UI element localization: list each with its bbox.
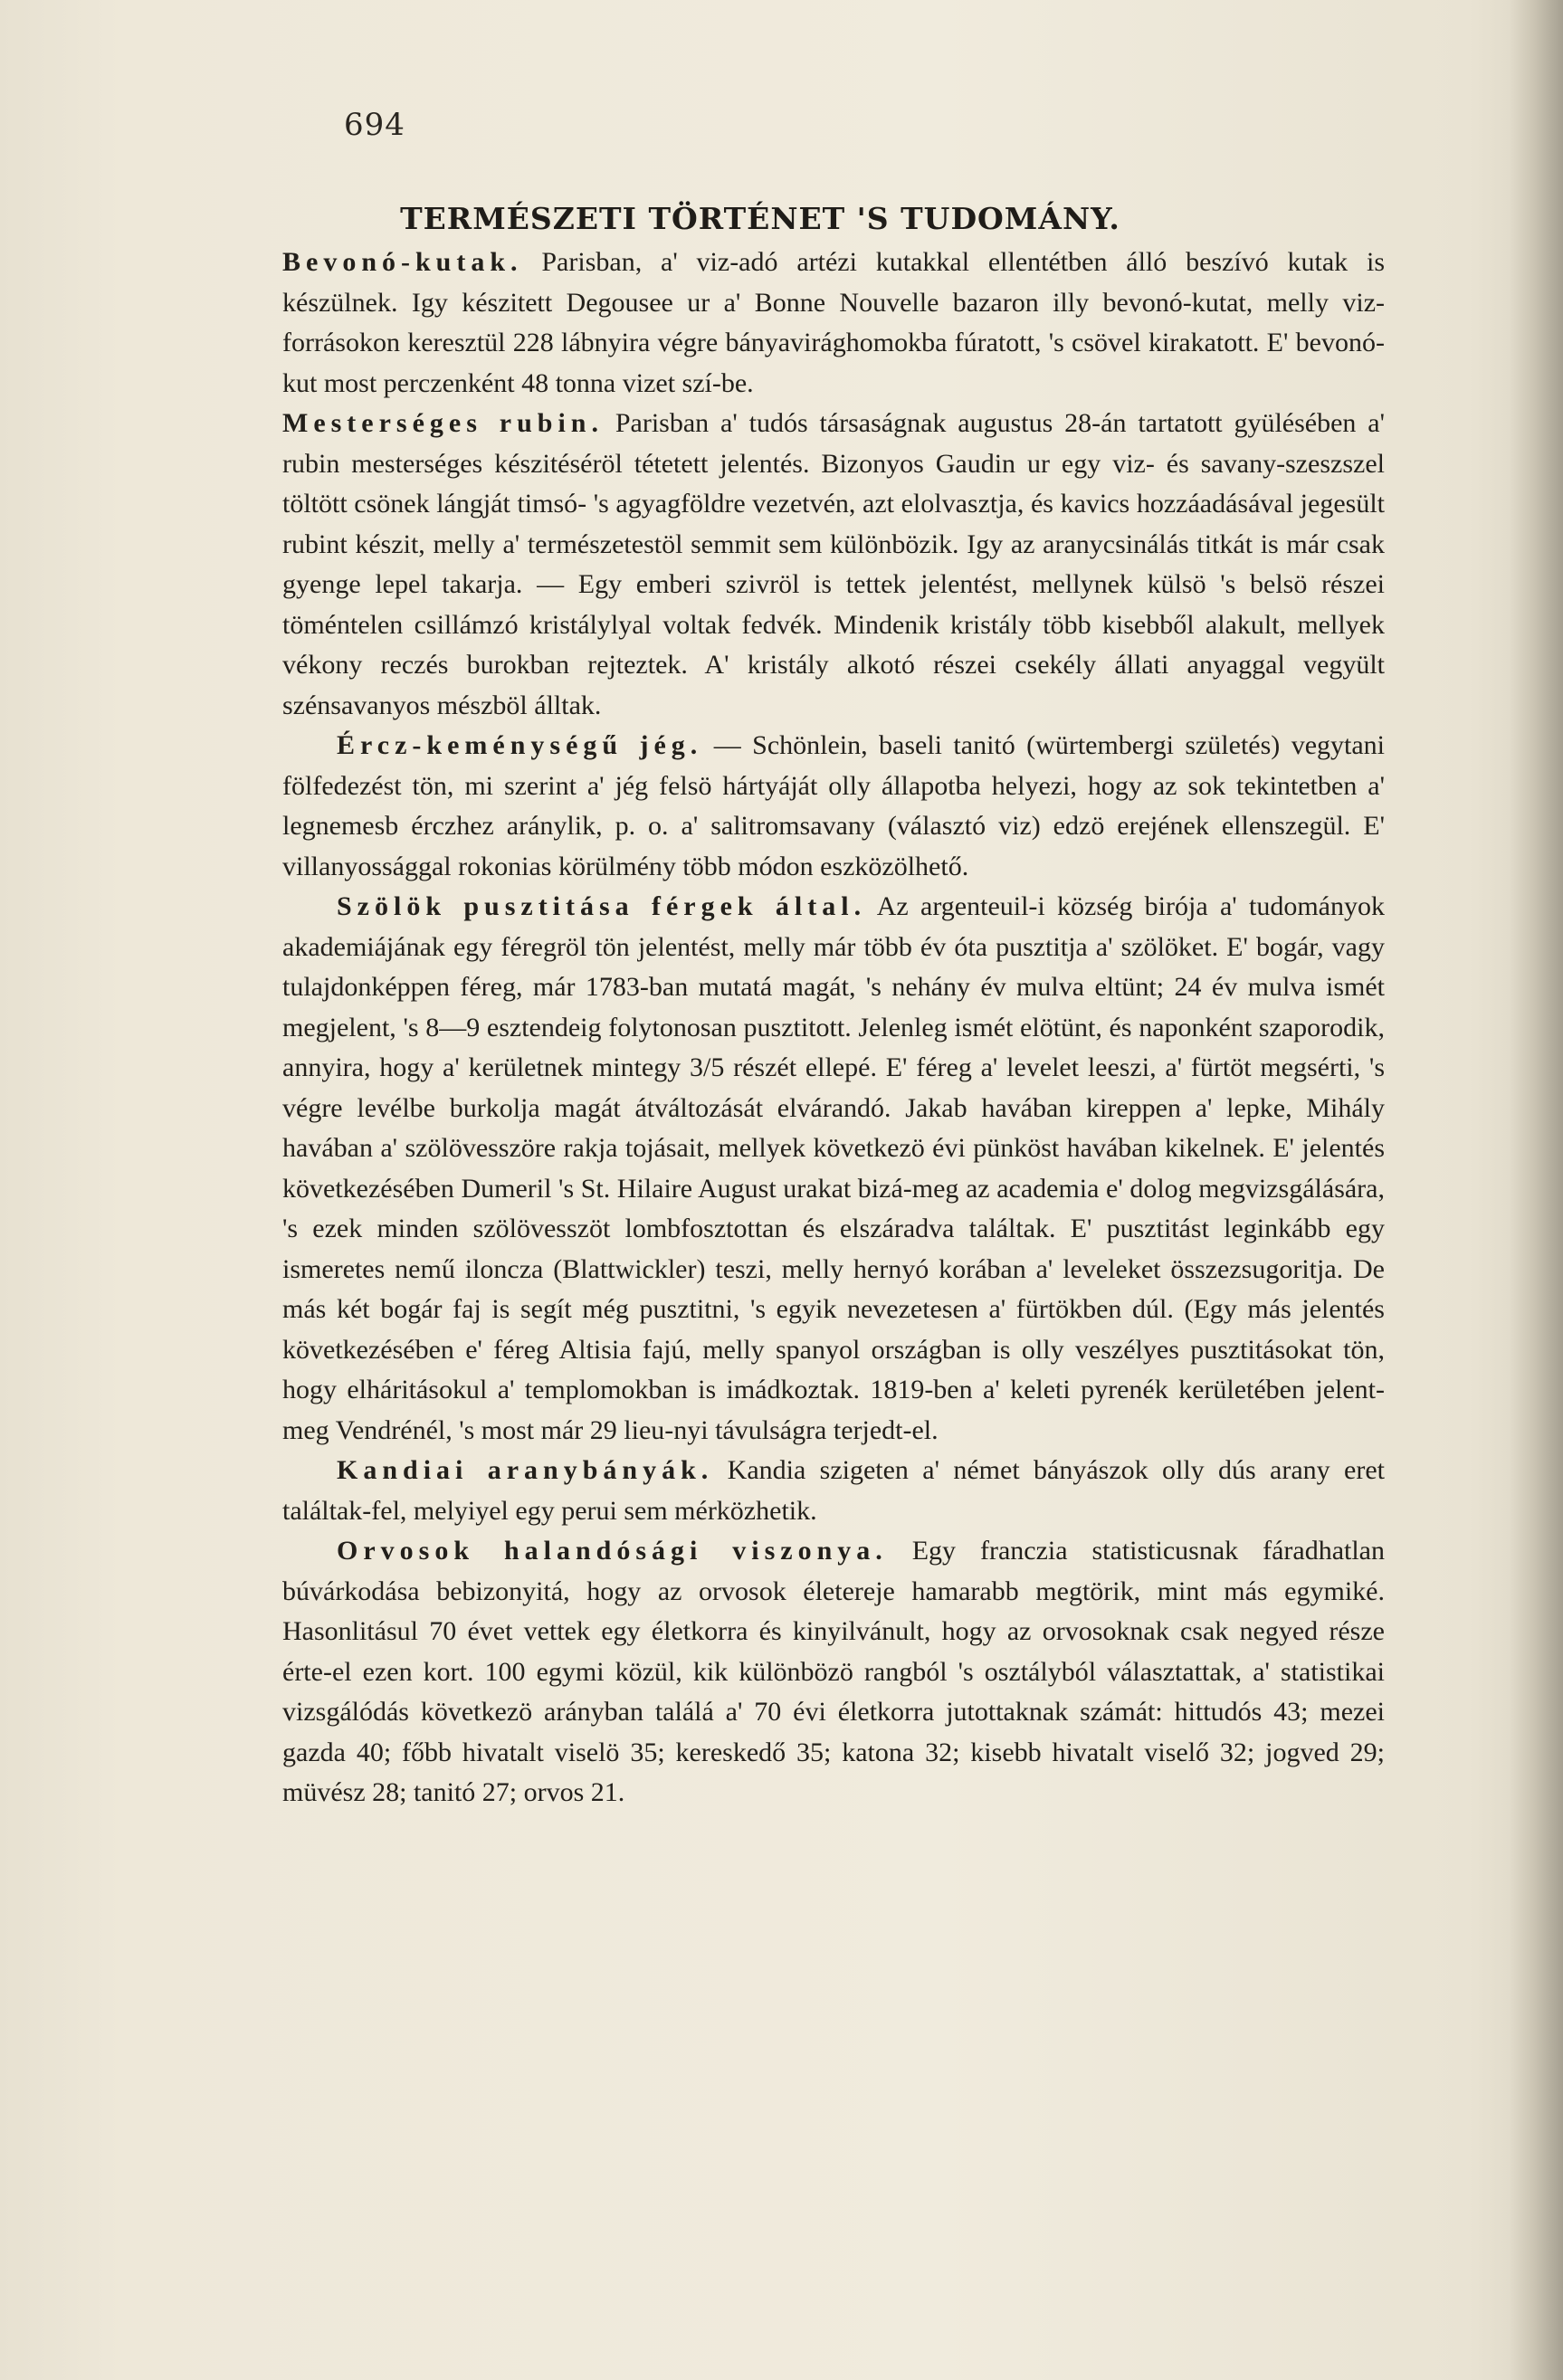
section-text: Kandia szigeten a' német bányászok olly dús arany eret találtak-fel, melyiyel egy perui sem mérközhetik.	[282, 1455, 1385, 1526]
section-title: Orvosok halandósági viszonya.	[337, 1536, 888, 1566]
page-fold-shadow	[1509, 0, 1563, 2380]
page-number: 694	[344, 107, 405, 143]
section-text: Parisban, a' viz-adó artézi kutakkal ellentétben álló beszívó kutak is készülnek. Igy készitett Degousee ur a' Bonne Nouvelle bazaron illy bevonó-kutat, melly viz-forrásokon keresztül 228 lábnyira végre bányavirághomokba fúratott, 's csövel kirakatott. E' bevonó-kut most perczenként 48 tonna vizet szí-be.	[282, 247, 1386, 398]
section-mesterseges-rubin	[282, 404, 1385, 726]
section-kandiai-aranybanyak	[282, 1451, 1385, 1531]
section-title: Mesterséges rubin.	[282, 408, 604, 438]
section-ercz-kemenysegu-jeg	[282, 726, 1385, 887]
section-szolok-pusztitasa	[282, 887, 1385, 1451]
section-title: Bevonó-kutak.	[282, 247, 523, 277]
section-bevono-kutak	[282, 243, 1385, 404]
section-title: Szölök pusztitása férgek által.	[337, 891, 867, 921]
section-text: Parisban a' tudós társaságnak augustus 28-án tartatott gyülésében a' rubin mesterséges készitéséröl tétetett jelentés. Bizonyos Gaudin ur egy viz- és savany-szeszszel töltött csönek lángját timsó- 's agyagföldre vezetvén, azt elolvasztja, és kavics hozzáadásával jegesült rubint készit, melly a' természetestöl semmit sem különbözik. Igy az aranycsinálás titkát is már csak gyenge lepel takarja. — Egy emberi szivröl is tettek jelentést, mellynek külsö 's belsö részei töméntelen csillámzó kristálylyal voltak fedvék. Mindenik kristály több kisebből alakult, mellyek vékony reczés burokban rejteztek. A' kristály alkotó részei csekély állati anyaggal vegyült szénsavanyos mészböl álltak.	[282, 408, 1386, 720]
section-title: Kandiai aranybányák.	[337, 1455, 714, 1485]
page-heading: TERMÉSZETI TÖRTÉNET 'S TUDOMÁNY.	[400, 201, 1120, 236]
section-orvosok-halandosagi-viszonya	[282, 1531, 1385, 1814]
section-title: Ércz-keménységű jég.	[337, 730, 703, 760]
section-text: Az argenteuil-i község birója a' tudományok akademiájának egy féregröl tön jelentést, melly már több év óta pusztitja a' szölöket. E' bogár, vagy tulajdonképpen féreg, már 1783-ban mutatá magát, 's nehány év mulva eltünt; 24 év mulva ismét megjelent, 's 8—9 esztendeig folytonosan pusztitott. Jelenleg ismét elötünt, és naponként szaporodik, annyira, hogy a' kerületnek mintegy 3/5 részét ellepé. E' féreg a' levelet leeszi, a' fürtöt megsérti, 's végre levélbe burkolja magát átváltozását elvárandó. Jakab havában kireppen a' lepke, Mihály havában a' szölövesszöre rakja tojásait, mellyek következö évi pünköst havában kikelnek. E' jelentés következésében Dumeril 's St. Hilaire August urakat bizá-meg az academia e' dolog megvizsgálására, 's ezek minden szölövesszöt lombfosztottan és elszáradva találtak. E' pusztitást leginkább egy ismeretes nemű iloncza (Blattwickler) teszi, melly hernyó korában a' leveleket összezsugoritja. De más két bogár faj is segít még pusztitni, 's egyik nevezetesen a' fürtökben dúl. (Egy más jelentés következésében e' féreg Altisia fajú, melly spanyol országban is olly veszélyes pusztitásokat tön, hogy elháritásokul a' templomokban is imádkoztak. 1819-ben a' keleti pyrenék kerületében jelent-meg Vendrénél, 's most már 29 lieu-nyi távulságra terjedt-el.	[282, 891, 1385, 1445]
section-text: — Schönlein, baseli tanitó (würtembergi születés) vegytani fölfedezést tön, mi szerint a' jég felsö hártyáját olly állapotba helyezi, hogy az sok tekintetben a' legnemesb érczhez aránylik, p. o. a' salitromsavany (választó viz) edzö erejének ellenszegül. E' villanyossággal rokonias körülmény több módon eszközölhető.	[282, 730, 1385, 881]
article-body	[282, 243, 1385, 1814]
section-text: Egy franczia statisticusnak fáradhatlan búvárkodása bebizonyitá, hogy az orvosok életereje hamarabb megtörik, mint más egymiké. Hasonlitásul 70 évet vettek egy életkorra és kinyilvánult, hogy az orvosoknak csak negyed része érte-el ezen kort. 100 egymi közül, kik különbözö rangból 's osztályból választattak, a' statistikai vizsgálódás következö arányban találá a' 70 évi életkorra jutottaknak számát: hittudós 43; mezei gazda 40; főbb hivatalt viselö 35; kereskedő 35; katona 32; kisebb hivatalt viselő 32; jogved 29; müvész 28; tanitó 27; orvos 21.	[282, 1536, 1385, 1807]
